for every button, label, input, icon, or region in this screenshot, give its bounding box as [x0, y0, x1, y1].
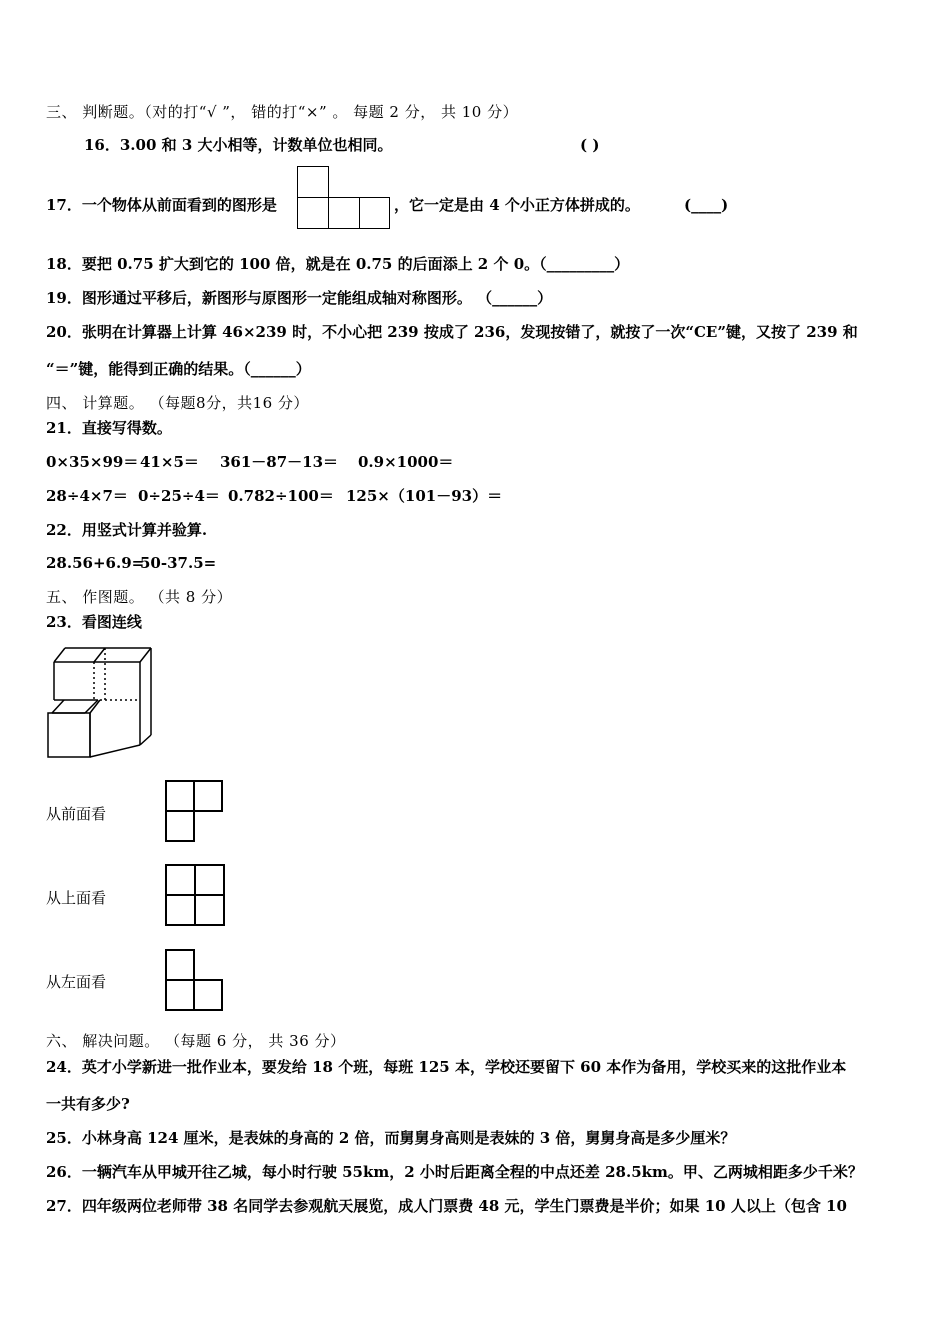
question-21-title: 21．直接写得数。: [46, 419, 172, 437]
question-17-suffix: ，它一定是由 4 个小正方体拼成的。: [394, 196, 640, 214]
calc-item: 361－87－13＝: [220, 453, 339, 471]
cube-stack-figure: [40, 640, 160, 765]
question-22-title: 22．用竖式计算并验算.: [46, 521, 208, 539]
calc-item: 50-37.5=: [140, 554, 217, 572]
calc-item: 28÷4×7＝: [46, 487, 128, 505]
question-18: 18．要把 0.75 扩大到它的 100 倍，就是在 0.75 的后面添上 2 个 0。（_________）: [46, 255, 630, 273]
calc-item: 28.56+6.9=: [46, 554, 145, 572]
question-26: 26．一辆汽车从甲城开往乙城，每小时行驶 55km，2 小时后距离全程的中点还差 28.5km。甲、乙两城相距多少千米？: [46, 1163, 863, 1181]
question-24-line2: 一共有多少?: [46, 1095, 130, 1113]
question-17-prefix: 17．一个物体从前面看到的图形是: [46, 196, 277, 214]
section-4-title: 四、 计算题。 （每题8分，共16 分）: [46, 394, 309, 412]
question-23-title: 23．看图连线: [46, 613, 142, 631]
section-5-title: 五、 作图题。 （共 8 分）: [46, 588, 233, 606]
calc-item: 0.9×1000＝: [358, 453, 454, 471]
view-label-front: 从前面看: [46, 805, 107, 823]
question-20-line2: “＝”键，能得到正确的结果。（______）: [46, 360, 311, 378]
calc-item: 41×5＝: [140, 453, 199, 471]
question-20-line1: 20．张明在计算器上计算 46×239 时，不小心把 239 按成了 236，发现按错了，就按了一次“CE”键，又按了 239 和: [46, 323, 858, 341]
calc-item: 125×（101－93）＝: [346, 487, 503, 505]
view-label-left: 从左面看: [46, 973, 107, 991]
section-3-title: 三、 判断题。（对的打“√ ”， 错的打“×” 。 每题 2 分， 共 10 分）: [46, 103, 519, 121]
section-6-title: 六、 解决问题。 （每题 6 分， 共 36 分）: [46, 1032, 346, 1050]
view-label-top: 从上面看: [46, 889, 107, 907]
question-16: [84, 135, 393, 155]
question-16-blank: ( ): [580, 136, 600, 154]
question-24-line1: 24．英才小学新进一批作业本，要发给 18 个班，每班 125 本，学校还要留下 60 本作为备用，学校买来的这批作业本: [46, 1058, 847, 1076]
question-27: 27．四年级两位老师带 38 名同学去参观航天展览，成人门票费 48 元，学生门票费是半价；如果 10 人以上（包含 10: [46, 1197, 847, 1215]
calc-item: 0÷25÷4＝: [138, 487, 220, 505]
question-16-text: 16．3.00 和 3 大小相等，计数单位也相同。: [84, 136, 393, 154]
question-19: 19．图形通过平移后，新图形与原图形一定能组成轴对称图形。 （______）: [46, 289, 553, 307]
question-25: 25．小林身高 124 厘米，是表妹的身高的 2 倍，而舅舅身高则是表妹的 3 倍，舅舅身高是多少厘米？: [46, 1129, 736, 1147]
question-17-blank: (____): [684, 196, 729, 214]
calc-item: 0.782÷100＝: [228, 487, 334, 505]
calc-item: 0×35×99＝: [46, 453, 139, 471]
